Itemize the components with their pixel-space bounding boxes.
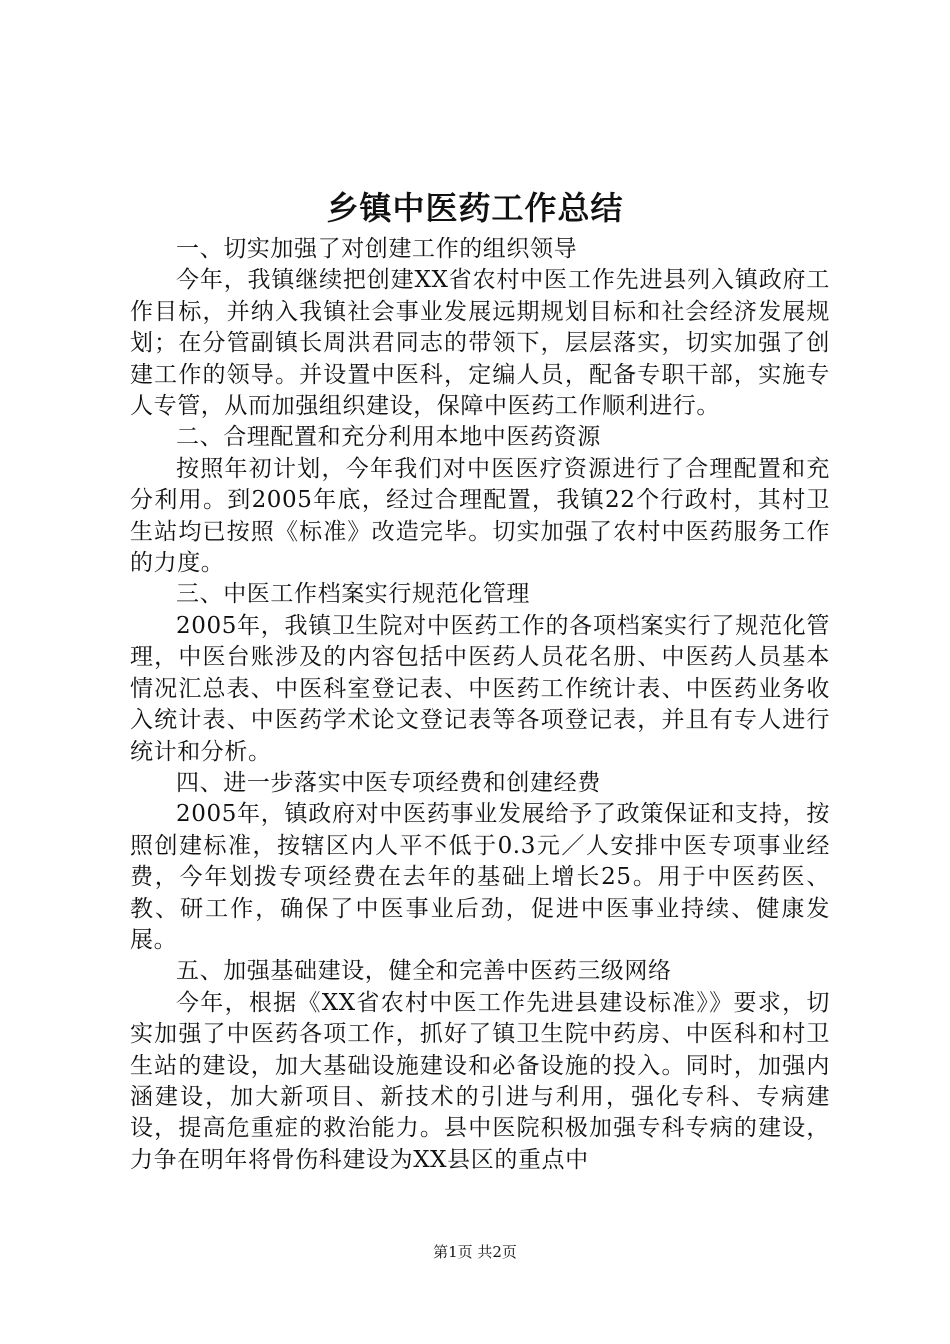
section-paragraph-3: 2005年，我镇卫生院对中医药工作的各项档案实行了规范化管理，中医台账涉及的内容包括中医药人员花名册、中医药人员基本情况汇总表、中医科室登记表、中医药工作统计表、中医药业务收入统计表、中医药学术论文登记表等各项登记表，并且有专人进行统计和分析。 (130, 612, 830, 765)
section-paragraph-5: 今年，根据《XX省农村中医工作先进县建设标准》》要求，切实加强了中医药各项工作，抓好了镇卫生院中药房、中医科和村卫生站的建设，加大基础设施建设和必备设施的投入。同时，加强内涵建设，加大新项目、新技术的引进与利用，强化专科、专病建设，提高危重症的救治能力。县中医院积极加强专科专病的建设，力争在明年将骨伤科建设为XX县区的重点中 (130, 989, 830, 1173)
section-paragraph-4: 2005年，镇政府对中医药事业发展给予了政策保证和支持，按照创建标准，按辖区内人平不低于0.3元／人安排中医专项事业经费，今年划拨专项经费在去年的基础上增长25。用于中医药医、教、研工作，确保了中医事业后劲，促进中医事业持续、健康发展。 (130, 801, 830, 953)
section-heading-2: 二、合理配置和充分利用本地中医药资源 (176, 424, 601, 451)
section-heading-1: 一、切实加强了对创建工作的组织领导 (176, 236, 578, 262)
section-heading-5: 五、加强基础建设，健全和完善中医药三级网络 (176, 958, 672, 985)
document-title: 乡镇中医药工作总结 (326, 189, 624, 227)
section-paragraph-2: 按照年初计划，今年我们对中医医疗资源进行了合理配置和充分利用。到2005年底，经过合理配置，我镇22个行政村，其村卫生站均已按照《标准》改造完毕。切实加强了农村中医药服务工作的力度。 (130, 455, 830, 577)
page-footer: 第1页 共2页 (433, 1243, 517, 1261)
section-paragraph-1: 今年，我镇继续把创建XX省农村中医工作先进县列入镇政府工作目标，并纳入我镇社会事业发展远期规划目标和社会经济发展规划；在分管副镇长周洪君同志的带领下，层层落实，切实加强了创建工作的领导。并设置中医科，定编人员，配备专职干部，实施专人专管，从而加强组织建设，保障中医药工作顺利进行。 (130, 267, 830, 420)
document-body (130, 234, 830, 1176)
section-heading-4: 四、进一步落实中医专项经费和创建经费 (176, 769, 601, 796)
section-heading-3: 三、中医工作档案实行规范化管理 (176, 581, 530, 608)
